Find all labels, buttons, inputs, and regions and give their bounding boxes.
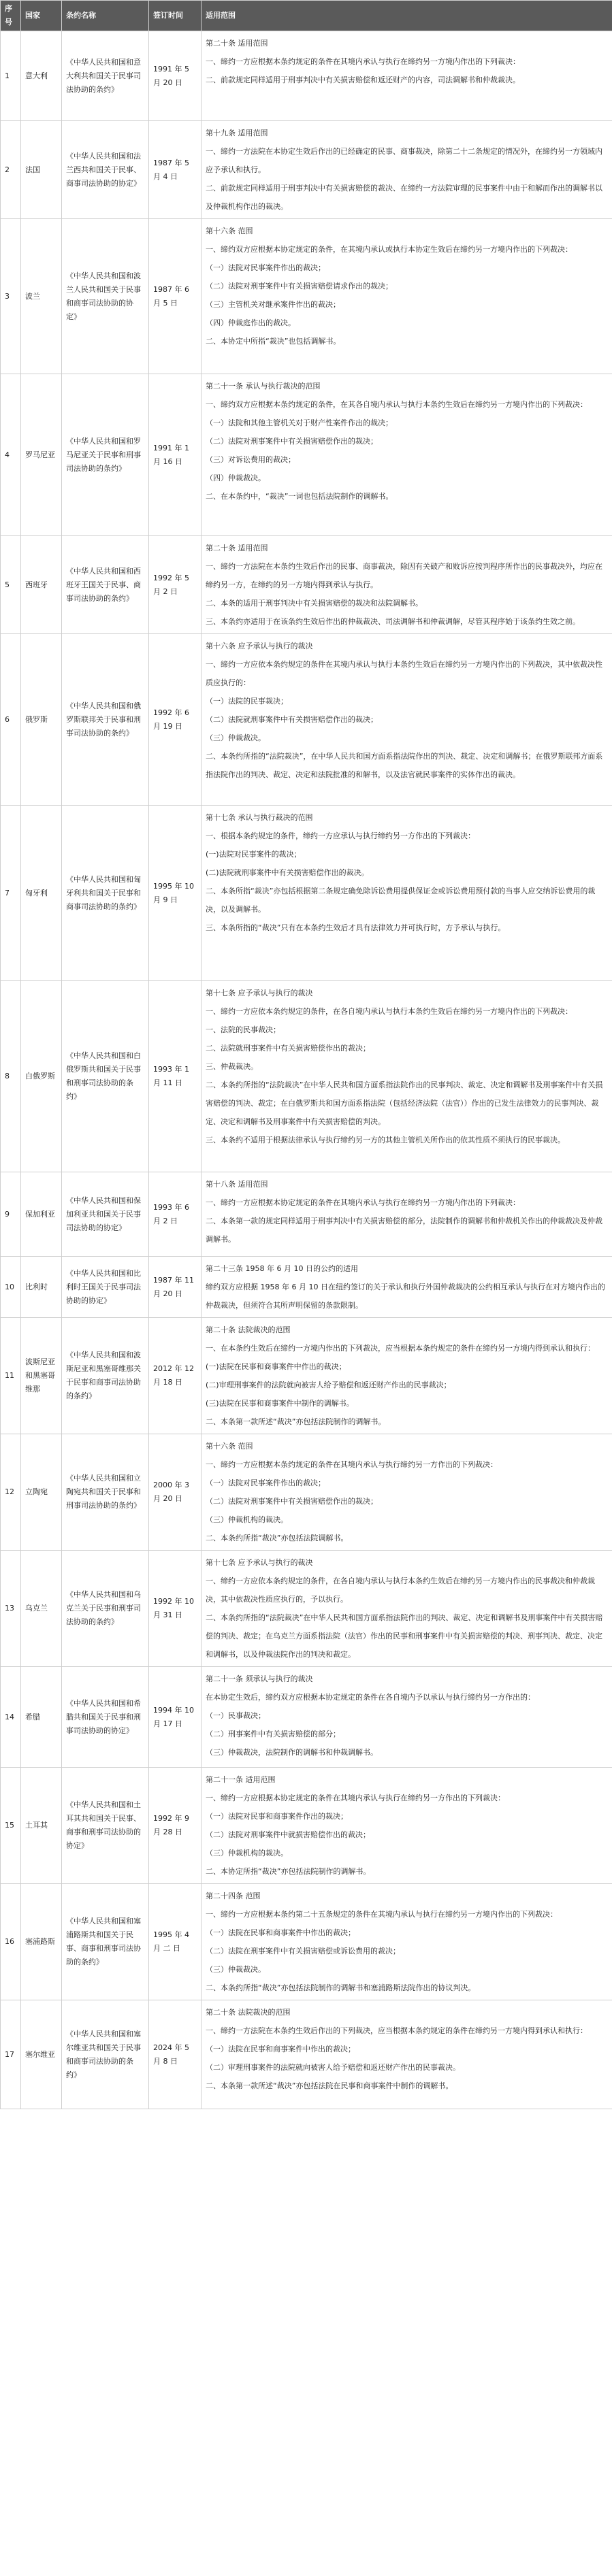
scope-paragraph: 二、本条约所指“裁决”亦包括法院制作的调解书和塞浦路斯法院作出的协议判决。 xyxy=(206,1983,476,1992)
scope-paragraph: 二、本协定中所指“裁决”也包括调解书。 xyxy=(206,337,341,346)
header-treaty-name: 条约名称 xyxy=(62,1,149,31)
scope-paragraph: 第二十条 适用范围 xyxy=(206,544,268,552)
scope-paragraph: 一、缔约一方应根据本条约规定的条件在其境内承认与执行缔约另一方作出的下列裁决： xyxy=(206,1460,498,1469)
row-number: 13 xyxy=(1,1551,21,1667)
row-country: 立陶宛 xyxy=(21,1434,62,1551)
header-signing-date: 签订时间 xyxy=(149,1,202,31)
scope-paragraph: （一）法院和其他主管机关对于财产性案件作出的裁决； xyxy=(206,418,393,427)
row-number: 6 xyxy=(1,634,21,806)
row-treaty-name: 《中华人民共和国和西班牙王国关于民事、商事司法协助的条约》 xyxy=(62,536,149,634)
row-signing-date: 1993 年 1 月 11 日 xyxy=(149,981,202,1172)
row-treaty-name: 《中华人民共和国和罗马尼亚关于民事和刑事司法协助的条约》 xyxy=(62,374,149,536)
scope-paragraph: 一、缔约双方应根据本协定规定的条件，在其境内承认或执行本协定生效后在缔约另一方境内作出的下列裁决： xyxy=(206,245,573,254)
scope-paragraph: 第二十四条 范围 xyxy=(206,1892,261,1900)
row-signing-date: 2000 年 3 月 20 日 xyxy=(149,1434,202,1551)
scope-paragraph: （二）法院对刑事案件中就损害赔偿作出的裁决； xyxy=(206,1830,370,1839)
row-treaty-name: 《中华人民共和国和俄罗斯联邦关于民事和刑事司法协助的条约》 xyxy=(62,634,149,806)
scope-paragraph: 二、本条约所指的“法院裁决”，在中华人民共和国方面系指法院作出的判决、裁定、决定和调解书；在俄罗斯联邦方面系指法院作出的判决、裁定、决定和法院批准的和解书，以及法官就民事案件的实体作出的裁决。 xyxy=(206,752,603,779)
row-scope xyxy=(202,2000,612,2109)
scope-paragraph: （二）刑事案件中有关损害赔偿的部分； xyxy=(206,1730,340,1738)
table-row xyxy=(1,374,612,536)
row-country: 乌克兰 xyxy=(21,1551,62,1667)
scope-paragraph: 二、本条约所指“裁决”亦包括法院调解书。 xyxy=(206,1534,349,1542)
row-country: 白俄罗斯 xyxy=(21,981,62,1172)
row-treaty-name: 《中华人民共和国和保加利亚共和国关于民事司法协助的协定》 xyxy=(62,1172,149,1257)
row-country: 比利时 xyxy=(21,1257,62,1318)
row-number: 17 xyxy=(1,2000,21,2109)
scope-paragraph: 三、本条约不适用于根据法律承认与执行缔约另一方的其他主管机关所作出的依其性质不须执行的民事裁决。 xyxy=(206,1136,565,1144)
row-signing-date: 1992 年 5 月 2 日 xyxy=(149,536,202,634)
row-scope xyxy=(202,1172,612,1257)
row-country: 匈牙利 xyxy=(21,806,62,981)
scope-paragraph: （二）审理刑事案件的法院就向被害人给予赔偿和返还财产作出的民事裁决。 xyxy=(206,2063,460,2072)
table-row xyxy=(1,1257,612,1318)
table-row xyxy=(1,219,612,374)
row-signing-date: 2024 年 5 月 8 日 xyxy=(149,2000,202,2109)
scope-paragraph: （三）主管机关对继承案件作出的裁决； xyxy=(206,300,340,309)
scope-paragraph: 二、本条第一款所述“裁决”亦包括法院在民事和商事案件中制作的调解书。 xyxy=(206,2081,453,2090)
scope-paragraph: （三）仲裁机构的裁决。 xyxy=(206,1515,288,1524)
scope-paragraph: 第十七条 应予承认与执行的裁决 xyxy=(206,1558,313,1567)
scope-paragraph: 一、缔约一方应依本条约规定的条件，在各自境内承认与执行本条约生效后在缔约另一方境内作出的下列裁决： xyxy=(206,1007,573,1016)
scope-paragraph: 二、本条约所指的“法院裁决”在中华人民共和国方面系指法院作出的民事判决、裁定、决定和调解书及刑事案件中有关损害赔偿的判决、裁定；在白俄罗斯共和国方面系指法院（包括经济法院（法官））作出的已发生法律效力的民事判决、裁定、决定和调解书及刑事案件中有关损害赔偿的判决。 xyxy=(206,1080,603,1126)
row-signing-date: 1991 年 1 月 16 日 xyxy=(149,374,202,536)
scope-paragraph: (二)法院就刑事案件中有关损害赔偿作出的裁决。 xyxy=(206,868,369,877)
table-row xyxy=(1,1667,612,1768)
row-country: 塞尔维亚 xyxy=(21,2000,62,2109)
scope-paragraph: 第十六条 范围 xyxy=(206,1442,253,1451)
scope-paragraph: 一、缔约一方法院在本协定生效后作出的已经确定的民事、商事裁决，除第二十二条规定的情况外，在缔约另一方领域内应予承认和执行。 xyxy=(206,147,602,174)
scope-paragraph: 第二十一条 适用范围 xyxy=(206,1775,276,1784)
table-row xyxy=(1,1318,612,1434)
scope-paragraph: 一、缔约一方法院在本条约生效后作出的下列裁决，应当根据本条约规定的条件在缔约另一方境内得到承认和执行： xyxy=(206,2026,587,2035)
table-row xyxy=(1,1884,612,2000)
header-scope: 适用范围 xyxy=(202,1,612,31)
scope-paragraph: 在本协定生效后，缔约双方应根据本协定规定的条件在各自境内予以承认与执行缔约另一方作出的： xyxy=(206,1693,535,1702)
scope-paragraph: 一、在本条约生效后在缔约一方境内作出的下列裁决，应当根据本条约规定的条件在缔约另一方境内得到承认和执行： xyxy=(206,1344,595,1353)
scope-paragraph: 一、缔约一方应根据本条约规定的条件在其境内承认与执行在缔约另一方境内作出的下列裁决： xyxy=(206,57,520,66)
table-row xyxy=(1,981,612,1172)
row-treaty-name: 《中华人民共和国和土耳其共和国关于民事、商事和刑事司法协助的协定》 xyxy=(62,1768,149,1884)
row-treaty-name: 《中华人民共和国和乌克兰关于民事和刑事司法协助的条约》 xyxy=(62,1551,149,1667)
scope-paragraph: （一）法院在民事和商事案件中作出的裁决； xyxy=(206,2045,355,2053)
scope-paragraph: 一、法院的民事裁决； xyxy=(206,1025,280,1034)
row-treaty-name: 《中华人民共和国和立陶宛共和国关于民事和刑事司法协助的条约》 xyxy=(62,1434,149,1551)
scope-paragraph: 一、缔约一方应依本条约规定的条件在其境内承认与执行本条约生效后在缔约另一方境内作出的下列裁决，其中依裁决性质应执行的： xyxy=(206,660,602,687)
row-treaty-name: 《中华人民共和国和法兰西共和国关于民事、商事司法协助的协定》 xyxy=(62,121,149,219)
scope-paragraph: 第十六条 应予承认与执行的裁决 xyxy=(206,642,313,650)
row-treaty-name: 《中华人民共和国和希腊共和国关于民事和刑事司法协助的协定》 xyxy=(62,1667,149,1768)
scope-paragraph: 一、缔约一方应依本条约规定的条件，在各自境内承认与执行本条约生效后在缔约另一方境内作出的民事裁决和仲裁裁决，其中依裁决性质应执行的，予以执行。 xyxy=(206,1576,595,1604)
row-scope xyxy=(202,121,612,219)
scope-paragraph: 第二十一条 承认与执行裁决的范围 xyxy=(206,382,321,391)
scope-paragraph: 缔约双方应根据 1958 年 6 月 10 日在纽约签订的关于承认和执行外国仲裁裁决的公约相互承认与执行在对方境内作出的仲裁裁决，但须符合其所声明保留的条款限制。 xyxy=(206,1283,605,1310)
row-country: 意大利 xyxy=(21,31,62,121)
scope-paragraph: 第二十条 适用范围 xyxy=(206,39,268,48)
row-number: 2 xyxy=(1,121,21,219)
row-scope xyxy=(202,1884,612,2000)
table-row xyxy=(1,1434,612,1551)
row-number: 10 xyxy=(1,1257,21,1318)
scope-paragraph: 二、本条的适用于刑事判决中有关损害赔偿的裁决和法院调解书。 xyxy=(206,599,423,608)
scope-paragraph: 第十八条 适用范围 xyxy=(206,1180,268,1189)
row-number: 11 xyxy=(1,1318,21,1434)
scope-paragraph: （三）仲裁裁决。 xyxy=(206,1965,265,1974)
scope-paragraph: 三、本条所指的“裁决”只有在本条约生效后才具有法律效力并可执行时，方予承认与执行。 xyxy=(206,923,506,932)
row-number: 9 xyxy=(1,1172,21,1257)
header-country: 国家 xyxy=(21,1,62,31)
row-number: 15 xyxy=(1,1768,21,1884)
scope-paragraph: (二)审理刑事案件的法院就向被害人给予赔偿和返还财产作出的民事裁决； xyxy=(206,1381,451,1389)
scope-paragraph: 第二十条 法院裁决的范围 xyxy=(206,2008,291,2017)
scope-paragraph: 二、在本条约中，“裁决”一词也包括法院制作的调解书。 xyxy=(206,492,393,501)
row-signing-date: 1995 年 10 月 9 日 xyxy=(149,806,202,981)
scope-paragraph: 二、本条第一款所述“裁决”亦包括法院制作的调解书。 xyxy=(206,1417,386,1426)
row-country: 希腊 xyxy=(21,1667,62,1768)
scope-paragraph: 第十七条 承认与执行裁决的范围 xyxy=(206,813,313,822)
row-scope xyxy=(202,806,612,981)
scope-paragraph: （二）法院对刑事案件中有关损害赔偿请求作出的裁决； xyxy=(206,282,393,291)
scope-paragraph: （一）法院的民事裁决； xyxy=(206,697,288,706)
row-scope xyxy=(202,981,612,1172)
scope-paragraph: (一)法院对民事案件的裁决； xyxy=(206,850,302,859)
scope-paragraph: （三）对诉讼费用的裁决； xyxy=(206,455,295,464)
scope-paragraph: （二）法院对刑事案件中有关损害赔偿作出的裁决； xyxy=(206,1497,378,1506)
row-treaty-name: 《中华人民共和国和波兰人民共和国关于民事和商事司法协助的协定》 xyxy=(62,219,149,374)
row-scope xyxy=(202,1551,612,1667)
table-row xyxy=(1,634,612,806)
row-scope xyxy=(202,1667,612,1768)
row-treaty-name: 《中华人民共和国和匈牙利共和国关于民事和商事司法协助的条约》 xyxy=(62,806,149,981)
table-row xyxy=(1,1768,612,1884)
scope-paragraph: 第二十条 法院裁决的范围 xyxy=(206,1325,291,1334)
scope-paragraph: 三、本条约亦适用于在该条约生效后作出的仲裁裁决、司法调解书和仲裁调解，尽管其程序始于该条约生效之前。 xyxy=(206,617,580,626)
row-scope xyxy=(202,536,612,634)
table-row xyxy=(1,31,612,121)
row-scope xyxy=(202,1768,612,1884)
row-country: 波斯尼亚和黑塞哥维那 xyxy=(21,1318,62,1434)
scope-paragraph: （三）仲裁裁决。 xyxy=(206,733,265,742)
scope-paragraph: 一、缔约一方法院在本条约生效后作出的民事、商事裁决，除因有关破产和败诉应按判程序所作出的民事裁决外，均应在缔约另一方，在缔约的另一方境内得到承认与执行。 xyxy=(206,562,602,589)
scope-paragraph: （二）法院就刑事案件中有关损害赔偿作出的裁决； xyxy=(206,715,378,724)
row-signing-date: 1987 年 6 月 5 日 xyxy=(149,219,202,374)
scope-paragraph: （四）仲裁庭作出的裁决。 xyxy=(206,318,295,327)
row-treaty-name: 《中华人民共和国和意大利共和国关于民事司法协助的条约》 xyxy=(62,31,149,121)
scope-paragraph: （一）民事裁决； xyxy=(206,1711,265,1720)
row-number: 8 xyxy=(1,981,21,1172)
scope-paragraph: 第十六条 范围 xyxy=(206,227,253,235)
scope-paragraph: （二）法院对刑事案件中有关损害赔偿作出的裁决； xyxy=(206,437,378,446)
scope-paragraph: （二）法院在刑事案件中有关损害赔偿或诉讼费用的裁决； xyxy=(206,1947,400,1955)
scope-paragraph: （四）仲裁裁决。 xyxy=(206,474,265,482)
row-country: 西班牙 xyxy=(21,536,62,634)
row-country: 塞浦路斯 xyxy=(21,1884,62,2000)
row-scope xyxy=(202,1257,612,1318)
scope-paragraph: 第二十三条 1958 年 6 月 10 日的公约的适用 xyxy=(206,1264,358,1273)
table-row xyxy=(1,1172,612,1257)
scope-paragraph: 二、法院就刑事案件中有关损害赔偿作出的裁决； xyxy=(206,1044,370,1053)
row-signing-date: 1987 年 5 月 4 日 xyxy=(149,121,202,219)
scope-paragraph: （三）仲裁裁决，法院制作的调解书和仲裁调解书。 xyxy=(206,1748,378,1757)
row-signing-date: 1992 年 6 月 19 日 xyxy=(149,634,202,806)
row-signing-date: 1993 年 6 月 2 日 xyxy=(149,1172,202,1257)
row-number: 5 xyxy=(1,536,21,634)
scope-paragraph: 一、根据本条约规定的条件，缔约一方应承认与执行缔约另一方作出的下列裁决： xyxy=(206,831,475,840)
scope-paragraph: 二、本协定所指“裁决”亦包括法院制作的调解书。 xyxy=(206,1867,371,1876)
header-number: 序号 xyxy=(1,1,21,31)
scope-paragraph: 二、前款规定同样适用于刑事判决中有关损害赔偿和返还财产的内容，司法调解书和仲裁裁决。 xyxy=(206,76,520,84)
scope-paragraph: 二、本条约所指的“法院裁决”在中华人民共和国方面系指法院作出的判决、裁定、决定和调解书及刑事案件中有关损害赔偿的判决、裁定；在乌克兰方面系指法院（法官）作出的民事和刑事案件中有关损害赔偿的判决、刑事判决、裁定、决定和调解书，以及仲裁法院作出的判决和裁定。 xyxy=(206,1613,603,1659)
table-row xyxy=(1,121,612,219)
row-scope xyxy=(202,1318,612,1434)
row-treaty-name: 《中华人民共和国和白俄罗斯共和国关于民事和刑事司法协助的条约》 xyxy=(62,981,149,1172)
row-country: 土耳其 xyxy=(21,1768,62,1884)
row-signing-date: 1994 年 10 月 17 日 xyxy=(149,1667,202,1768)
scope-paragraph: 二、前款规定同样适用于刑事判决中有关损害赔偿的裁决、在缔约一方法院审理的民事案件中由于和解而作出的调解书以及仲裁机构作出的裁决。 xyxy=(206,184,602,211)
row-treaty-name: 《中华人民共和国和波斯尼亚和黑塞哥维那关于民事和商事司法协助的条约》 xyxy=(62,1318,149,1434)
row-number: 12 xyxy=(1,1434,21,1551)
row-number: 14 xyxy=(1,1667,21,1768)
row-treaty-name: 《中华人民共和国和塞尔维亚共和国关于民事和商事司法协助的条约》 xyxy=(62,2000,149,2109)
scope-paragraph: （一）法院在民事和商事案件中作出的裁决； xyxy=(206,1928,355,1937)
row-scope xyxy=(202,634,612,806)
row-signing-date: 1995 年 4 月 二 日 xyxy=(149,1884,202,2000)
row-scope xyxy=(202,31,612,121)
scope-paragraph: (三)法院在民事和商事案件中制作的调解书。 xyxy=(206,1399,354,1408)
scope-paragraph: 三、仲裁裁决。 xyxy=(206,1062,258,1071)
scope-paragraph: （一）法院对民事案件作出的裁决； xyxy=(206,263,325,272)
scope-paragraph: 一、缔约一方应根据本条约第二十五条规定的条件在其境内承认与执行在缔约另一方境内作出的下列裁决： xyxy=(206,1910,558,1919)
scope-paragraph: 二、本条所指“裁决”亦包括根据第二条规定确免除诉讼费用提供保证金或诉讼费用预付款的当事人应交纳诉讼费用的裁决，以及调解书。 xyxy=(206,887,596,914)
row-signing-date: 1992 年 10 月 31 日 xyxy=(149,1551,202,1667)
row-number: 7 xyxy=(1,806,21,981)
scope-paragraph: 二、本条第一款的规定同样适用于刑事判决中有关损害赔偿的部分，法院制作的调解书和仲裁机关作出的仲裁裁决及仲裁调解书。 xyxy=(206,1217,602,1244)
row-signing-date: 1992 年 9 月 28 日 xyxy=(149,1768,202,1884)
scope-paragraph: （三）仲裁机构的裁决。 xyxy=(206,1849,288,1857)
row-signing-date: 1987 年 11 月 20 日 xyxy=(149,1257,202,1318)
scope-paragraph: (一)法院在民事和商事案件中作出的裁决； xyxy=(206,1362,347,1371)
scope-paragraph: 第十七条 应予承认与执行的裁决 xyxy=(206,989,313,997)
row-number: 1 xyxy=(1,31,21,121)
row-scope xyxy=(202,219,612,374)
table-row xyxy=(1,536,612,634)
row-country: 俄罗斯 xyxy=(21,634,62,806)
row-number: 16 xyxy=(1,1884,21,2000)
table-row xyxy=(1,1551,612,1667)
row-country: 罗马尼亚 xyxy=(21,374,62,536)
row-number: 4 xyxy=(1,374,21,536)
scope-paragraph: 一、缔约双方应根据本条约规定的条件，在其各自境内承认与执行本条约生效后在缔约另一方境内作出的下列裁决： xyxy=(206,400,587,409)
row-treaty-name: 《中华人民共和国和比利时王国关于民事司法协助的协定》 xyxy=(62,1257,149,1318)
row-country: 保加利亚 xyxy=(21,1172,62,1257)
row-country: 法国 xyxy=(21,121,62,219)
scope-paragraph: （一）法院对民事和商事案件作出的裁决； xyxy=(206,1812,348,1821)
row-scope xyxy=(202,374,612,536)
table-row xyxy=(1,806,612,981)
row-country: 波兰 xyxy=(21,219,62,374)
scope-paragraph: 第二十一条 须承认与执行的裁决 xyxy=(206,1674,313,1683)
row-number: 3 xyxy=(1,219,21,374)
table-header-row xyxy=(1,1,612,31)
row-signing-date: 1991 年 5 月 20 日 xyxy=(149,31,202,121)
row-signing-date: 2012 年 12 月 18 日 xyxy=(149,1318,202,1434)
scope-paragraph: 一、缔约一方应根据本协定规定的条件在其境内承认与执行在缔约另一方作出的下列裁决： xyxy=(206,1794,505,1802)
row-scope xyxy=(202,1434,612,1551)
scope-paragraph: 一、缔约一方应根据本协定规定的条件在其境内承认与执行在缔约另一方境内作出的下列裁决： xyxy=(206,1198,520,1207)
row-treaty-name: 《中华人民共和国和塞浦路斯共和国关于民事、商事和刑事司法协助的条约》 xyxy=(62,1884,149,2000)
table-row xyxy=(1,2000,612,2109)
scope-paragraph: 第十九条 适用范围 xyxy=(206,129,268,137)
scope-paragraph: （一）法院对民事案件作出的裁决； xyxy=(206,1479,325,1487)
